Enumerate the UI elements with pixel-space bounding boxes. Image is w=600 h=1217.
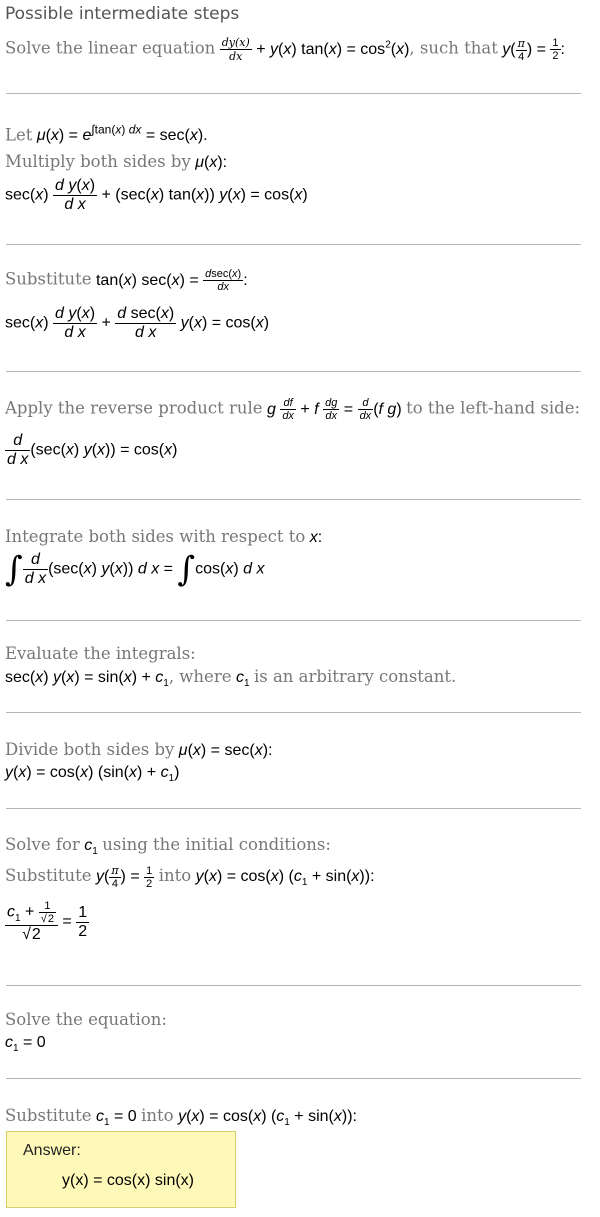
step-product-rule: Apply the reverse product rule g $\frac{df}{dx}$ + f $\frac{dg}{dx}$ = $\frac{d}{dx}$ (f g) to the left-hand side: <box>5 397 581 422</box>
divider <box>6 712 581 713</box>
step-multiply: Multiply both sides by μ(x): <box>5 152 228 171</box>
step-initial-substitute: Substitute y( $\frac{\pi}{4}$ ) = $\frac{1}{2}$ into y(x) = cos(x) $(c_1 + \sin(x))$: <box>5 864 375 890</box>
step-substitute-eq: sec(x) $\frac{\text{d y(x)}}{\text{d x}}$ + $\frac{\text{d sec(x)}}{\text{d x}}$ y(x) = cos(x) <box>5 305 270 341</box>
step-integrating-factor: Let $\mu(x) = e^{\int tan(x) dx} = \sec(x)$. <box>5 123 208 145</box>
divider <box>6 620 581 621</box>
divider <box>6 499 581 500</box>
divider <box>6 93 581 94</box>
step-substitute: Substitute tan(x) sec(x) = $\frac{dsec(x)}{dx}$ : <box>5 268 248 293</box>
divider <box>6 244 581 245</box>
step-product-rule-eq: $\frac{d}{\text{d x}}$ (sec(x) y(x)) = cos(x) <box>7 432 178 468</box>
answer-box <box>6 1131 236 1208</box>
step-integrate-eq: ∫ $\frac{d}{\text{d x}}$ (sec(x) y(x)) d x = ∫cos(x) d x <box>5 549 265 590</box>
divider <box>6 985 581 986</box>
step-multiply-eq: sec(x) $\frac{\text{d y(x)}}{\text{d x}}$ + (sec(x) tan(x)) y(x) = cos(x) <box>5 177 308 213</box>
step-evaluate-eq: sec(x) $y(x) = \sin(x) + c_1$, where $c_1$ is an arbitrary constant. <box>5 667 457 690</box>
step-solve-c1: Solve for $c_1$ using the initial conditions: <box>5 835 331 858</box>
divider <box>6 371 581 372</box>
step-integrate: Integrate both sides with respect to x: <box>5 527 323 546</box>
divider <box>6 1078 581 1079</box>
problem-statement: Solve the linear equation $\frac{dy(x)}{dx}$ + y(x) $\tan(x) = \cos^2(x)$, such that y( $\frac{\pi}{4}$ ) = $\frac{1}{2}$ : <box>5 36 565 63</box>
step-final-substitute: Substitute $c_1 = 0$ into y(x) = cos(x) $(c_1 + \sin(x))$: <box>5 1106 357 1129</box>
step-initial-eq: $c_1$ + $\frac{1}{√2}$ √2 = $\frac{1}{2}$ <box>7 900 88 943</box>
step-divide: Divide both sides by μ(x) = sec(x): <box>5 740 273 759</box>
divider <box>6 808 581 809</box>
step-evaluate: Evaluate the integrals: <box>5 644 196 663</box>
answer-result: y(x) = cos(x) sin(x) <box>62 1172 194 1189</box>
step-divide-eq: y(x) = cos(x) $(\sin(x) + c_1)$ <box>5 764 180 785</box>
step-solve-equation: Solve the equation: <box>5 1010 167 1029</box>
steps-header: Possible intermediate steps <box>5 4 240 24</box>
step-solve-equation-eq: $c_1 = 0$ <box>5 1034 46 1055</box>
answer-label: Answer: <box>23 1142 81 1159</box>
